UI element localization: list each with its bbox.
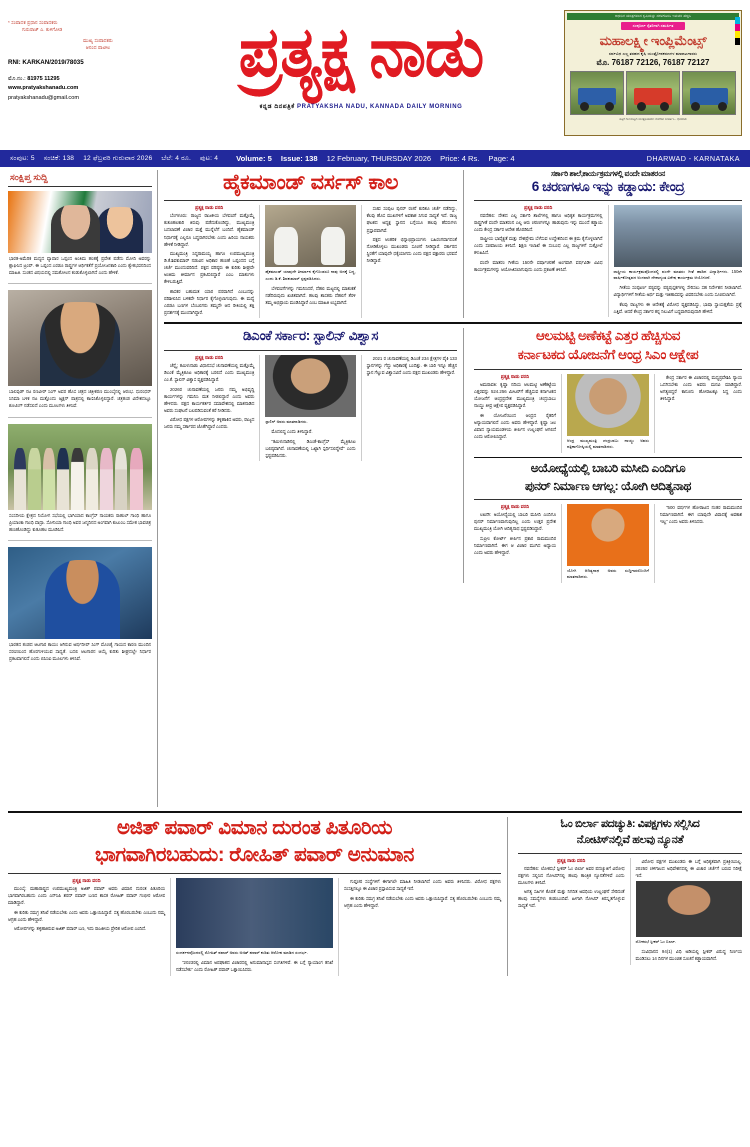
editor-line-2: ಗುರುರಾಜ್ ಎ. ಕುಳಿಗೋಡ [22,26,63,32]
story-paragraph: 2026ರ ಚುನಾವಣೆಯಲ್ಲಿ ಜನರು ನಮ್ಮ ಅಭಿವೃದ್ಧಿ ಕಾರ್ಯಗಳನ್ನು ಗಮನಿಸಿ ಮತ ನೀಡಲಿದ್ದಾರೆ ಎಂದು ಅವರು ಹೇಳಿದರು. ಪಕ್ಷದ ಕಾರ್ಯಕರ್ತರ ಸಮಾವೇಶದಲ್ಲಿ ಮಾತನಾಡಿದ ಅವರು ಸಂಘಟನೆ ಬಲಪಡಿಸುವಂತೆ ಕರೆ ನೀಡಿದರು. [164,386,255,413]
story-paragraph: ಕೆಲವು ರಾಜ್ಯಗಳು ಈ ಆದೇಶಕ್ಕೆ ವಿರೋಧ ವ್ಯಕ್ತಪಡಿಸಿದ್ದು, ಭಾಷಾ ಸ್ವಾಯತ್ತತೆಯ ಪ್ರಶ್ನೆ ಎತ್ತಿವೆ. ಆದರೆ ಕೇಂದ್ರ ಸರ್ಕಾರ ತನ್ನ ನಿಲುವಿಗೆ ಬದ್ಧವಾಗಿರುವುದಾಗಿ ಹೇಳಿದೆ. [613,301,742,314]
story-birla-headline-line1: ಓಂ ಬಿರ್ಲಾ ಪದಚ್ಯುತಿ: ವಿಪಕ್ಷಗಳು ಸಲ್ಲಿಸಿದ [560,818,700,830]
newspaper-logo: ಪ್ರತ್ಯಕ್ಷ ನಾಡು [238,13,484,92]
kn-issue-value: 138 [62,155,75,162]
story-photo-caption: ಸ್ಟಾಲಿನ್ ಅವರು ಮಾತನಾಡಿದರು. [265,419,308,425]
ad-box[interactable] [564,10,742,136]
story-photo-caption: ಲೋಕಸಭೆ ಸ್ಪೀಕರ್ ಓಂ ಬಿರ್ಲಾ. [635,939,677,945]
family-group-photo [8,424,152,510]
story-paragraph: ಗುಪ್ತಚರ ಸಂಸ್ಥೆಗಳಿಗೆ ಈಗಾಗಲೇ ಮಾಹಿತಿ ನೀಡಲಾಗಿದೆ ಎಂದು ಅವರು ತಿಳಿಸಿದರು. ವಿರೋಧ ಪಕ್ಷಗಳು ಸಂಸತ್ತಿನಲ್ಲೂ ಈ ವಿಚಾರ ಪ್ರಸ್ತಾಪಿಸುವ ಸಾಧ್ಯತೆ ಇದೆ. [344,879,501,892]
story-paragraph: ವಿರೋಧ ಪಕ್ಷಗಳ ಆರೋಪಗಳನ್ನು ತಳ್ಳಿಹಾಕಿದ ಅವರು, ರಾಜ್ಯದ ಜನರು ನಮ್ಮ ಸರ್ಕಾರದ ಜೊತೆಗಿದ್ದಾರೆ ಎಂದರು. [164,417,255,430]
story-paragraph: ನವದೆಹಲಿ: ಲೋಕಸಭೆ ಸ್ಪೀಕರ್ ಓಂ ಬಿರ್ಲಾ ಅವರ ಪದಚ್ಯುತಿಗೆ ವಿರೋಧ ಪಕ್ಷಗಳು ಸಲ್ಲಿಸಿದ ನೋಟಿಸ್‌ನಲ್ಲಿ ಹಲವು ತಾಂತ್ರಿಕ ನ್ಯೂನತೆಗಳಿವೆ ಎಂದು ಮೂಲಗಳು ತಿಳಿಸಿವೆ. [518,865,625,885]
story-almatti-byline: ಪ್ರತ್ಯಕ್ಷ ನಾಡು ವರದಿ [500,374,530,380]
mobile-number: 81975 11295 [27,75,60,82]
masthead-center [158,6,564,150]
story-almatti[interactable] [474,328,742,453]
ad-ribbon: ಸಂಪೂರ್ಣ ರೈತರಿಗಾಗಿ ಸಮರ್ಪಿತ [621,22,686,30]
story-pawar-headline-line2: ಭಾಗವಾಗಿರಬಹುದು: ರೋಹಿತ್ ಪವಾರ್ ಅನುಮಾನ [95,843,414,866]
ad-phone-label: ಮೊ. [596,57,610,67]
brief-divider [8,540,152,541]
story-photo-caption: ಯೋಗಿ ಆದಿತ್ಯನಾಥ ಅವರು ಸುದ್ದಿಗಾರರೊಂದಿಗೆ ಮಾತನಾಡಿದರು. [567,568,649,580]
ranveer-singh-photo [8,290,152,386]
story-paragraph: ಅಗತ್ಯ ಸಹಿಗಳ ಕೊರತೆ ಮತ್ತು ನಿಗದಿತ ಅವಧಿಯ ಉಲ್ಲಂಘನೆ ಸೇರಿದಂತೆ ಹಲವು ಸಮಸ್ಯೆಗಳು ಕಂಡುಬಂದಿವೆ. ಹೀಗಾಗಿ ನೋಟಿಸ್ ತಿರಸ್ಕೃತಗೊಳ್ಳುವ ಸಾಧ್ಯತೆ ಇದೆ. [518,889,625,909]
brief-news-heading: ಸಂಕ್ಷಿಪ್ತ ಸುದ್ದಿ [10,172,48,182]
brief-item[interactable] [8,191,152,276]
news-columns [158,170,742,807]
right-mid-stories [470,328,742,583]
main-content-area [0,167,750,807]
story-paragraph: ಆರೋಪಗಳನ್ನು ತಳ್ಳಿಹಾಕಿರುವ ಅಜಿತ್ ಪವಾರ್ ಬಣ, ಇದು ರಾಜಕೀಯ ಪ್ರೇರಿತ ಆರೋಪ ಎಂದಿದೆ. [14,926,147,932]
story-dmk-headline: ಡಿಎಂಕೆ ಸರ್ಕಾರ: ಸ್ಟಾಲಿನ್ ವಿಶ್ವಾಸ [242,328,379,344]
brief-divider [8,283,152,284]
story-paragraph: "2023ರಲ್ಲಿ ವಿಮಾನ ಅಪಘಾತದ ವಿಚಾರದಲ್ಲಿ ಅನುಮಾನಾಸ್ಪದ ಸಂಗತಿಗಳಿವೆ. ಈ ಬಗ್ಗೆ ನ್ಯಾಯಾಂಗ ತನಿಖೆ ನಡೆಸಬೇಕು" ಎಂದು ರೋಹಿತ್ ಪವಾರ್ ಒತ್ತಾಯಿಸಿದರು. [176,960,333,973]
brief-news-column [8,170,158,807]
story-vande-headline: 6 ಚರಣಗಳೂ ಇನ್ನು ಕಡ್ಡಾಯ: ಕೇಂದ್ರ [531,178,685,194]
kn-volume-value: 5 [30,155,35,162]
brief-item[interactable] [8,290,152,409]
ad-description: ಸರ್ವವಿಧ ಎಲ್ಲ ತರಹದ ಕೃಷಿ ಯಂತ್ರೋಪಕರಣಗಳ ಮಾರಾಟಗಾರರು [608,50,698,56]
story-paragraph: ವಂದೇ ಮಾತರಂ ಗೀತೆಯ 150ನೇ ವರ್ಷಾಚರಣೆ ಅಂಗವಾಗಿ ವರ್ಷವಿಡೀ ವಿವಿಧ ಕಾರ್ಯಕ್ರಮಗಳನ್ನು ಆಯೋಜಿಸಲಾಗುವುದು ಎಂದು ಪ್ರಕಟಣೆ ತಿಳಿಸಿದೆ. [474,260,603,273]
masthead-email[interactable]: pratyakshanadu@gmail.com [8,94,79,101]
ad-product-trailer-image [682,71,736,115]
story-dmk[interactable] [164,328,464,583]
modi-trump-photo [8,191,152,253]
story-paragraph: ಮುಖ್ಯಮಂತ್ರಿ ಸಿದ್ದರಾಮಯ್ಯ ಹಾಗೂ ಉಪಮುಖ್ಯಮಂತ್ರಿ ಡಿ.ಕೆ.ಶಿವಕುಮಾರ್ ನಡುವಿನ ಅಧಿಕಾರ ಹಂಚಿಕೆ ಒಪ್ಪಂದದ ಬಗ್ಗೆ ಚರ್ಚೆ ಮುಂದುವರಿದಿದೆ. ಪಕ್ಷದ ವರಿಷ್ಠರು ಈ ಕುರಿತು ಶೀಘ್ರವೇ ಅಂತಿಮ ತೀರ್ಮಾನ ಪ್ರಕಟಿಸಲಿದ್ದಾರೆ ಎಂಬ ಮಾತುಗಳು ಕೇಳಿಬರುತ್ತಿವೆ. [164,251,255,285]
story-photo-caption: ಹೈಕಮಾಂಡ್ ಯಾವುದೇ ತೀರ್ಮಾನ ಕೈಗೊಂಡರೂ ನಾವು ಅದಕ್ಕೆ ಬದ್ಧ, ಎಂದು ಡಿ.ಕೆ. ಶಿವಕುಮಾರ್ ಸ್ಪಷ್ಟಪಡಿಸಿದರು. [265,269,356,281]
story-paragraph: ಸಂವಿಧಾನದ 94(1) ವಿಧಿ ಅಡಿಯಲ್ಲಿ ಸ್ಪೀಕರ್ ವಿರುದ್ಧ ನಿರ್ಣಯ ಮಂಡಿಸಲು 14 ದಿನಗಳ ಮುಂಚಿತ ಸೂಚನೆ ಕಡ್ಡಾಯವಾಗಿದೆ. [635,949,742,962]
top-stories-row [164,170,742,318]
ad-top-strip: ಆಧುನಿಕ ಯಂತ್ರಗಳಿಂದ ಕೃಷಿಯನ್ನು ಸರಳಗೊಳಿಸಿ ಇಳುವರಿ ಹೆಚ್ಚಿಸಿ [567,13,739,20]
story-paragraph: ಶಾಸಕರ ಬಹುಮತ ಯಾರ ಪರವಾಗಿದೆ ಎಂಬುದನ್ನು ಪರಿಶೀಲಿಸಿದ ಬಳಿಕವೇ ನಿರ್ಧಾರ ಕೈಗೊಳ್ಳಲಾಗುವುದು. ಈ ಮಧ್ಯೆ ಎರಡೂ ಬಣಗಳ ಬೆಂಬಲಿಗರು ತಮ್ಮದೇ ಆದ ರೀತಿಯಲ್ಲಿ ಶಕ್ತಿ ಪ್ರದರ್ಶನಕ್ಕೆ ಮುಂದಾಗಿದ್ದಾರೆ. [164,288,255,315]
story-paragraph: ಈ ಕುರಿತು ಸಮಗ್ರ ತನಿಖೆ ನಡೆಯಬೇಕು ಎಂದು ಅವರು ಒತ್ತಾಯಿಸಿದ್ದಾರೆ. ಸತ್ಯ ಹೊರಬರಬೇಕು ಎಂಬುದು ನಮ್ಮ ಆಗ್ರಹ ಎಂದು ಹೇಳಿದ್ದಾರೆ. [344,895,501,908]
logo-subtitle [158,104,564,111]
story-ayodhya-byline: ಪ್ರತ್ಯಕ್ಷ ನಾಡು ವರದಿ [500,504,530,510]
masthead-website[interactable]: www.pratyakshanadu.com [8,85,79,92]
vande-mataram-event-photo [614,205,743,267]
kn-date: 12 ಫೆಬ್ರವರಿ ಗುರುವಾರ 2026 [83,154,153,162]
kn-price-value: 4 ರೂ. [175,154,192,162]
headline-rule [164,200,457,201]
en-issue: Issue: 138 [280,154,318,163]
en-pages: Page: 4 [488,154,515,163]
ad-product-plough-image [570,71,624,115]
story-vande-mataram[interactable] [470,170,742,318]
story-paragraph: "ತಮಿಳುನಾಡಿನಲ್ಲಿ ಡಿಎಂಕೆ-ಕಾಂಗ್ರೆಸ್ ಮೈತ್ರಿಕೂಟ ಬಲಿಷ್ಠವಾಗಿದೆ. ಚುನಾವಣೆಯಲ್ಲಿ ಒಟ್ಟಾಗಿ ಸ್ಪರ್ಧಿಸಲಿದ್ದೇವೆ" ಎಂದು ಸ್ಪಷ್ಟಪಡಿಸಿದರು. [265,438,356,458]
story-paragraph: ಬೆಂಗಳೂರು: ರಾಜ್ಯದ ರಾಜಕೀಯ ಬೆಳವಣಿಗೆ ಮತ್ತೊಮ್ಮೆ ಕುತೂಹಲಕಾರಿ ತಿರುವು ಪಡೆದುಕೊಂಡಿದ್ದು, ಮುಖ್ಯಮಂತ್ರಿ ಬದಲಾವಣೆ ವಿಚಾರ ಮತ್ತೆ ಮುನ್ನೆಲೆಗೆ ಬಂದಿದೆ. ಹೈಕಮಾಂಡ್ ನಿರ್ಧಾರಕ್ಕೆ ಎಲ್ಲರೂ ಬದ್ಧರಾಗಿರಬೇಕು ಎಂದು ಹಿರಿಯ ನಾಯಕರು ಹೇಳಿಕೆ ನೀಡಿದ್ದಾರೆ. [164,213,255,247]
story-pawar-headline-line1: ಅಜಿತ್ ಪವಾರ್ ವಿಮಾನ ದುರಂತ ಪಿತೂರಿಯ [116,817,393,839]
logo-subtitle-en: PRATYAKSHA NADU, KANNADA DAILY MORNING [297,104,463,110]
masthead-left-info [8,6,158,150]
brief-caption: ಭಾರತ-ಅಮೆರಿಕ ಮಧ್ಯದ ವ್ಯಾಪಾರ ಒಪ್ಪಂದ ಅಂತಿಮ ಹಂತಕ್ಕೆ ಪ್ರವೇಶ ಪಡೆದು ಮೋದಿ ಅವರನ್ನು ಶ್ಲಾಘಿಸಿದ ಟ್ರಂಪ್. ಈ ಒಪ್ಪಂದ ಎರಡೂ ರಾಷ್ಟ್ರಗಳ ಆರ್ಥಿಕತೆಗೆ ಪ್ರಯೋಜನಕಾರಿ ಎಂದು ಶ್ವೇತಭವನದಿಂದ ಮಾಹಿತಿ. ಸುಂಕದ ವಿಷಯದಲ್ಲಿ ಸಮತೋಲನ ಕಂಡುಕೊಳ್ಳಲಾಗಿದೆ ಎಂದು ಹೇಳಿಕೆ. [9,256,151,275]
headline-rule [8,873,501,874]
brief-item[interactable] [8,547,152,662]
rni-number: RNI: KARKAN/2019/78035 [8,58,84,66]
cricketer-photo [8,547,152,639]
ad-title: ಮಹಾಲಕ್ಷ್ಮೀ ಇಂಪ್ಲಿಮೆಂಟ್ಸ್ [599,32,707,48]
en-price: Price: 4 Rs. [440,154,480,163]
story-paragraph: ಮುಂಬೈ: ಮಹಾರಾಷ್ಟ್ರದ ಉಪಮುಖ್ಯಮಂತ್ರಿ ಅಜಿತ್ ಪವಾರ್ ಅವರು ವಿಮಾನ ದುರಂತ ಪಿತೂರಿಯ ಭಾಗವಾಗಿರಬಹುದು ಎಂದು ಎನ್‌ಸಿಪಿ ಶರದ್ ಪವಾರ್ ಬಣದ ಶಾಸಕ ರೋಹಿತ್ ಪವಾರ್ ಗಂಭೀರ ಆರೋಪ ಮಾಡಿದ್ದಾರೆ. [8,886,165,906]
story-paragraph: "500 ವರ್ಷಗಳ ಹೋರಾಟದ ನಂತರ ರಾಮಮಂದಿರ ನಿರ್ಮಾಣವಾಗಿದೆ. ಈಗ ಯಾವುದೇ ವಿವಾದಕ್ಕೆ ಅವಕಾಶ ಇಲ್ಲ" ಎಂದು ಅವರು ತಿಳಿಸಿದರು. [660,505,742,525]
story-almatti-headline-line1: ಆಲಮಟ್ಟಿ ಅಣೆಕಟ್ಟೆ ಎತ್ತರ ಹೆಚ್ಚಿಸುವ [535,328,681,344]
story-ayodhya-headline-line2: ಪುನರ್ ನಿರ್ಮಾಣ ಆಗಲ್ಲ: ಯೋಗಿ ಆದಿತ್ಯನಾಥ [525,478,691,493]
editor-line-3: ಮುಖ್ಯ ಸಂಪಾದಕರು [83,38,113,44]
story-paragraph: ರಾಷ್ಟ್ರೀಯ ಭಾವೈಕ್ಯತೆ ಮತ್ತು ದೇಶಪ್ರೇಮ ಬೆಳೆಸುವ ಉದ್ದೇಶದಿಂದ ಈ ಕ್ರಮ ಕೈಗೊಳ್ಳಲಾಗಿದೆ ಎಂದು ಸಚಿವಾಲಯ ತಿಳಿಸಿದೆ. ಶಿಕ್ಷಣ ಇಲಾಖೆ ಈ ಸಂಬಂಧ ಎಲ್ಲ ರಾಜ್ಯಗಳಿಗೆ ಸುತ್ತೋಲೆ ಕಳುಹಿಸಿದೆ. [474,236,603,256]
editor-line-1: * ಸಂಪಾದಕ ಪ್ರಧಾನ ಸಂಪಾದಕರು [8,20,58,25]
stalin-photo [265,355,355,417]
bottom-stories-row [8,811,742,976]
masthead-advertisement[interactable] [564,6,742,150]
pawar-interview-photo [176,878,333,948]
story-paragraph: ಈ ಕುರಿತು ಸಮಗ್ರ ತನಿಖೆ ನಡೆಯಬೇಕು ಎಂದು ಅವರು ಒತ್ತಾಯಿಸಿದ್ದಾರೆ. ಸತ್ಯ ಹೊರಬರಬೇಕು ಎಂಬುದು ನಮ್ಮ ಆಗ್ರಹ ಎಂದು ಹೇಳಿದ್ದಾರೆ. [8,909,165,922]
kn-pages-value: 4 [214,155,219,162]
story-ayodhya[interactable] [474,457,742,583]
issue-info-bar [0,150,750,167]
story-pawar-byline: ಪ್ರತ್ಯಕ್ಷ ನಾಡು ವರದಿ [72,878,101,884]
siddaramaiah-dks-meeting-photo [265,205,355,267]
masthead [0,0,750,150]
story-highcommand[interactable] [164,170,464,318]
story-photo-caption: ಸಂದರ್ಶನವೊಂದರಲ್ಲಿ ರೋಹಿತ್ ಪವಾರ್ ಅವರು ಅಜಿತ್ ಪವಾರ್ ಕುರಿತು ಆರೋಪ ಮಾಡಿದ ಸಂದರ್ಭ. [176,950,308,956]
ad-product-rotavator-image [626,71,680,115]
mobile-label: ಮೊ.ನಂ.: [8,75,26,82]
headline-rule [518,853,742,854]
story-paragraph: ಲಖನೌ: ಅಯೋಧ್ಯೆಯಲ್ಲಿ ಬಾಬರಿ ಮಸೀದಿ ಎಂದಿಗೂ ಪುನರ್ ನಿರ್ಮಾಣವಾಗುವುದಿಲ್ಲ ಎಂದು ಉತ್ತರ ಪ್ರದೇಶ ಮುಖ್ಯಮಂತ್ರಿ ಯೋಗಿ ಆದಿತ್ಯನಾಥ ಸ್ಪಷ್ಟಪಡಿಸಿದ್ದಾರೆ. [474,512,556,532]
story-birla-byline: ಪ್ರತ್ಯಕ್ಷ ನಾಡು ವರದಿ [557,857,586,863]
story-birla[interactable] [514,817,742,976]
story-paragraph: ಅಮರಾವತಿ: ಕೃಷ್ಣಾ ನದಿಯ ಆಲಮಟ್ಟಿ ಅಣೆಕಟ್ಟೆಯ ಎತ್ತರವನ್ನು 524.256 ಮೀಟರ್‌ಗೆ ಹೆಚ್ಚಿಸುವ ಕರ್ನಾಟಕದ ಯೋಜನೆಗೆ ಆಂಧ್ರಪ್ರದೇಶ ಮುಖ್ಯಮಂತ್ರಿ ಚಂದ್ರಬಾಬು ನಾಯ್ಡು ತೀವ್ರ ಆಕ್ಷೇಪ ವ್ಯಕ್ತಪಡಿಸಿದ್ದಾರೆ. [474,382,556,409]
story-birla-headline-line2: ನೋಟಿಸ್‌ನಲ್ಲಿವೆ ಹಲವು ನ್ಯೂನತೆ [576,834,684,847]
story-paragraph: ಕೇಂದ್ರ ಸರ್ಕಾರ ಈ ವಿಚಾರದಲ್ಲಿ ಮಧ್ಯಪ್ರವೇಶಿಸಿ ನ್ಯಾಯ ಒದಗಿಸಬೇಕು ಎಂದು ಅವರು ಮನವಿ ಮಾಡಿದ್ದಾರೆ. ಅಗತ್ಯಬಿದ್ದರೆ ಕಾನೂನು ಹೋರಾಟಕ್ಕೂ ಸಿದ್ಧ ಎಂದು ತಿಳಿಸಿದ್ದಾರೆ. [660,375,742,402]
story-paragraph: ಮೊದಲಿದ್ದ ಎಂದು ತಿಳಿಸಿದ್ದಾರೆ. [271,429,313,435]
brief-heading-rule [8,186,152,187]
brief-caption: ಸಂಸದೀಯ ಕ್ಷೇತ್ರದ ನಿಯೋಗ ಸಭೆಯಲ್ಲಿ ಭಾಗಿಯಾದ ಕಾಂಗ್ರೆಸ್ ನಾಯಕರು ರಾಹುಲ್ ಗಾಂಧಿ ಹಾಗೂ ಪ್ರಿಯಾಂಕಾ ಗಾಂಧಿ ವಾದ್ರಾ. ಸೋನಿಯಾ ಗಾಂಧಿ ಅವರ ಜನ್ಮದಿನದ ಅಂಗವಾಗಿ ಕುಟುಂಬ ಸಮೇತ ಭಾವಚಿತ್ರ ಹಂಚಿಕೊಂಡಿದ್ದು ಕುತೂಹಲ ಮೂಡಿಸಿದೆ. [9,512,151,532]
story-paragraph: ಈ ಯೋಜನೆಯಿಂದ ಆಂಧ್ರದ ರೈತರಿಗೆ ಅನ್ಯಾಯವಾಗಲಿದೆ ಎಂದು ಅವರು ಹೇಳಿದ್ದಾರೆ. ಕೃಷ್ಣಾ ಜಲ ವಿವಾದ ನ್ಯಾಯಮಂಡಳಿಯ ತೀರ್ಪಿನ ಉಲ್ಲಂಘನೆ ಆಗಲಿದೆ ಎಂದು ಆರೋಪಿಸಿದ್ದಾರೆ. [474,412,556,439]
headline-rule [164,350,457,351]
story-paragraph: ಬೆಳವಣಿಗೆಗಳನ್ನು ಗಮನಿಸಿದರೆ, ದೆಹಲಿ ಮಟ್ಟದಲ್ಲಿ ಮಾತುಕತೆ ನಡೆದಿರುವುದು ಖಚಿತವಾಗಿದೆ. ಹಲವು ಶಾಸಕರು ದೆಹಲಿಗೆ ತೆರಳಿ ತಮ್ಮ ಅಭಿಪ್ರಾಯ ಮಂಡಿಸಿದ್ದಾರೆ ಎಂಬ ಮಾಹಿತಿ ಲಭ್ಯವಾಗಿದೆ. [265,285,356,305]
story-paragraph: ವಿರೋಧ ಪಕ್ಷಗಳ ಮುಖಂಡರು ಈ ಬಗ್ಗೆ ಅಧಿಕೃತವಾಗಿ ಪ್ರತಿಕ್ರಿಯಿಸಿಲ್ಲ. 2025ರ ಚಳಿಗಾಲದ ಅಧಿವೇಶನದಲ್ಲಿ ಈ ವಿಚಾರ ಚರ್ಚೆಗೆ ಬರುವ ನಿರೀಕ್ಷೆ ಇದೆ. [635,858,742,878]
story-photo-caption: ಆಂಧ್ರ ಮುಖ್ಯಮಂತ್ರಿ ಚಂದ್ರಬಾಬು ನಾಯ್ಡು ಅವರು ಪತ್ರಿಕಾಗೋಷ್ಠಿಯಲ್ಲಿ ಮಾತನಾಡಿದರು. [567,438,649,450]
brief-divider [8,417,152,418]
brief-caption: ಭಾರತದ ತಂಡದ ಆಟಗಾರ ಕಾಯಂ ಆಗಿರುವ ಅರ್ಷದೀಪ್ ಸಿಂಗ್ ಮೊಣಕೈ ಗಾಯದ ಕಾರಣ ಮುಂದಿನ ಸರಣಿಯಿಂದ ಹೊರಗುಳಿಯುವ ಸಾಧ್ಯತೆ. ಬದಲಿ ಆಟಗಾರನ ಆಯ್ಕೆ ಕುರಿತು ಶೀಘ್ರದಲ್ಲೇ ನಿರ್ಧಾರ ಪ್ರಕಟವಾಗಲಿದೆ ಎಂದು ಬಿಸಿಸಿಐ ಮೂಲಗಳು ತಿಳಿಸಿವೆ. [9,642,151,662]
ad-phone-numbers: 76187 72126, 76187 72127 [611,57,710,67]
story-highcommand-headline: ಹೈಕಮಾಂಡ್ ವರ್ಸಸ್ ಕಾಲ [222,171,399,194]
en-date: 12 February, THURSDAY 2026 [326,154,432,163]
brief-item[interactable] [8,424,152,533]
kn-price-label: ಬೆಲೆ: [161,154,174,162]
ad-product-images [567,71,739,115]
editor-line-4: ಆನಂದ ಪಾಟೀಲ [85,44,111,50]
publication-place: DHARWAD - KARNATAKA [646,154,740,163]
en-volume: Volume: 5 [236,154,272,163]
yogi-adityanath-photo [567,504,649,566]
ad-footer: ಪತ್ತಿಗೆ ಗುಣಮಟ್ಟದ ಯಂತ್ರೋಪಕರಣ ಸೇವೆಗಾಗಿ ಸಂಪರ್ಕಿಸಿ - ಧಾರವಾಡ [619,116,687,121]
story-paragraph: ನವದೆಹಲಿ: ದೇಶದ ಎಲ್ಲ ಸರ್ಕಾರಿ ಶಾಲೆಗಳಲ್ಲಿ ಹಾಗೂ ಅಧಿಕೃತ ಕಾರ್ಯಕ್ರಮಗಳಲ್ಲಿ ರಾಷ್ಟ್ರಗೀತೆ ವಂದೇ ಮಾತರಂನ ಎಲ್ಲ ಆರು ಚರಣಗಳನ್ನೂ ಹಾಡುವುದು ಇನ್ನು ಮುಂದೆ ಕಡ್ಡಾಯ ಎಂದು ಕೇಂದ್ರ ಸರ್ಕಾರ ಆದೇಶ ಹೊರಡಿಸಿದೆ. [474,212,603,232]
story-vande-kicker: ಸರ್ಕಾರಿ ಶಾಲೆ,ಕಾರ್ಯಕ್ರಮಗಳಲ್ಲಿ ವಂದೇ ಮಾತರಂನ [550,169,666,178]
story-vande-byline: ಪ್ರತ್ಯಕ್ಷ ನಾಡು ವರದಿ [524,204,553,210]
headline-rule [474,499,742,500]
story-almatti-headline-line2: ಕರ್ನಾಟಕದ ಯೋಜನೆಗೆ ಆಂಧ್ರ ಸಿಎಂ ಆಕ್ಷೇಪ [517,347,699,363]
story-photo-caption: ರಾಷ್ಟ್ರೀಯ ಕಾರ್ಯಕ್ರಮವೊಂದರಲ್ಲಿ ವಂದೇ ಮಾತರಂ ಗೀತೆ ಹಾಡಿದ ವಿದ್ಯಾರ್ಥಿಗಳು. 150ನೇ ವಾರ್ಷಿಕೋತ್ಸವದ ಅಂಗವಾಗಿ ದೇಶಾದ್ಯಂತ ವಿಶೇಷ ಕಾರ್ಯಕ್ರಮ ಆಯೋಜನೆ. [613,268,742,280]
chandrababu-naidu-photo [567,374,649,436]
headline-rule [474,369,742,370]
story-dmk-byline: ಪ್ರತ್ಯಕ್ಷ ನಾಡು ವರದಿ [195,355,224,361]
ad-phone [597,58,710,68]
kn-issue-label: ಸಂಚಿಕೆ: [43,154,61,162]
story-paragraph: ಸಚಿವ ಸಂಪುಟ ಪುನರ್ ರಚನೆ ಕುರಿತೂ ಚರ್ಚೆ ನಡೆದಿದ್ದು, ಕೆಲವು ಹೊಸ ಮುಖಗಳಿಗೆ ಅವಕಾಶ ಸಿಗುವ ಸಾಧ್ಯತೆ ಇದೆ. ರಾಜ್ಯ ಘಟಕದ ಅಧ್ಯಕ್ಷ ಸ್ಥಾನದ ಬಗ್ಗೆಯೂ ಹಲವು ಹೆಸರುಗಳು ಪ್ರಸ್ತಾಪವಾಗಿವೆ. [366,206,457,233]
kn-pages-label: ಪುಟ: [200,154,213,162]
story-paragraph: ಚೆನ್ನೈ: ತಮಿಳುನಾಡು ವಿಧಾನಸಭೆ ಚುನಾವಣೆಯಲ್ಲಿ ಮತ್ತೊಮ್ಮೆ ಡಿಎಂಕೆ ಮೈತ್ರಿಕೂಟ ಅಧಿಕಾರಕ್ಕೆ ಬರಲಿದೆ ಎಂದು ಮುಖ್ಯಮಂತ್ರಿ ಎಂ.ಕೆ. ಸ್ಟಾಲಿನ್ ವಿಶ್ವಾಸ ವ್ಯಕ್ತಪಡಿಸಿದ್ದಾರೆ. [164,363,255,383]
story-paragraph: ಸುಪ್ರೀಂ ಕೋರ್ಟ್ ತೀರ್ಪಿನ ಪ್ರಕಾರ ರಾಮಮಂದಿರ ನಿರ್ಮಾಣವಾಗಿದೆ. ಈಗ ಆ ವಿಚಾರ ಮುಗಿದ ಅಧ್ಯಾಯ ಎಂದು ಅವರು ಹೇಳಿದ್ದಾರೆ. [474,535,556,555]
cmyk-registration-marks [735,17,740,45]
brief-caption: ಬಾಲಿವುಡ್ ನಟ ರಣವೀರ್ ಸಿಂಗ್ ಅವರ ಹೊಸ ಚಿತ್ರದ ಚಿತ್ರೀಕರಣ ಮುಂಬೈನಲ್ಲಿ ಆರಂಭ. ಧುರಂಧರ್ ಸಿನಿಮಾ ಬಳಿಕ ನಟ ಮತ್ತೊಂದು ಆ್ಯಕ್ಷನ್ ಪಾತ್ರದಲ್ಲಿ ಕಾಣಿಸಿಕೊಳ್ಳಲಿದ್ದಾರೆ. ಚಿತ್ರತಂಡ ವಿದೇಶದಲ್ಲೂ ಶೂಟಿಂಗ್ ನಡೆಸಲಿದೆ ಎಂದು ಮೂಲಗಳು ತಿಳಿಸಿವೆ. [9,389,151,409]
story-paragraph: 2021 ರ ಚುನಾವಣೆಯಲ್ಲಿ ಡಿಎಂಕೆ 234 ಕ್ಷೇತ್ರಗಳ ಪೈಕಿ 133 ಸ್ಥಾನಗಳನ್ನು ಗೆದ್ದು ಅಧಿಕಾರಕ್ಕೆ ಬಂದಿತ್ತು. ಈ ಬಾರಿ ಇನ್ನೂ ಹೆಚ್ಚಿನ ಸ್ಥಾನ ಗೆಲ್ಲುವ ವಿಶ್ವಾಸವಿದೆ ಎಂದು ಪಕ್ಷದ ಮುಖಂಡರು ಹೇಳಿದ್ದಾರೆ. [366,356,457,376]
masthead-mobile [8,75,158,85]
story-paragraph: ಪಕ್ಷದ ಆಂತರಿಕ ಭಿನ್ನಾಭಿಪ್ರಾಯಗಳು ಬಹಿರಂಗವಾಗದಂತೆ ನೋಡಿಕೊಳ್ಳಲು ಮುಖಂಡರು ಸೂಚನೆ ನೀಡಿದ್ದಾರೆ. ಸರ್ಕಾರದ ಸ್ಥಿರತೆಗೆ ಯಾವುದೇ ಧಕ್ಕೆಯಾಗದು ಎಂದು ಪಕ್ಷದ ವಕ್ತಾರರು ಭರವಸೆ ನೀಡಿದ್ದಾರೆ. [366,237,457,264]
story-paragraph: ಗೀತೆಯ ಸಂಪೂರ್ಣ ಪಠ್ಯವನ್ನು ಪಠ್ಯಪುಸ್ತಕಗಳಲ್ಲಿ ಸೇರಿಸಲು ಸಹ ನಿರ್ದೇಶನ ನೀಡಲಾಗಿದೆ. ವಿದ್ಯಾರ್ಥಿಗಳಿಗೆ ಗೀತೆಯ ಅರ್ಥ ಮತ್ತು ಇತಿಹಾಸವನ್ನು ವಿವರಿಸಬೇಕು ಎಂದು ಸೂಚಿಸಲಾಗಿದೆ. [613,285,742,298]
logo-subtitle-kn: ಕನ್ನಡ ದಿನಪತ್ರಿಕೆ [259,104,295,110]
mid-stories-row [164,322,742,583]
story-highcommand-byline: ಪ್ರತ್ಯಕ್ಷ ನಾಡು ವರದಿ [195,205,224,211]
story-ayodhya-headline-line1: ಅಯೋಧ್ಯೆಯಲ್ಲಿ ಬಾಬರಿ ಮಸೀದಿ ಎಂದಿಗೂ [530,461,686,476]
headline-rule [474,200,742,201]
om-birla-photo [636,881,743,937]
story-pawar[interactable] [8,817,508,976]
kn-volume-label: ಸಂಪುಟ: [10,154,29,162]
